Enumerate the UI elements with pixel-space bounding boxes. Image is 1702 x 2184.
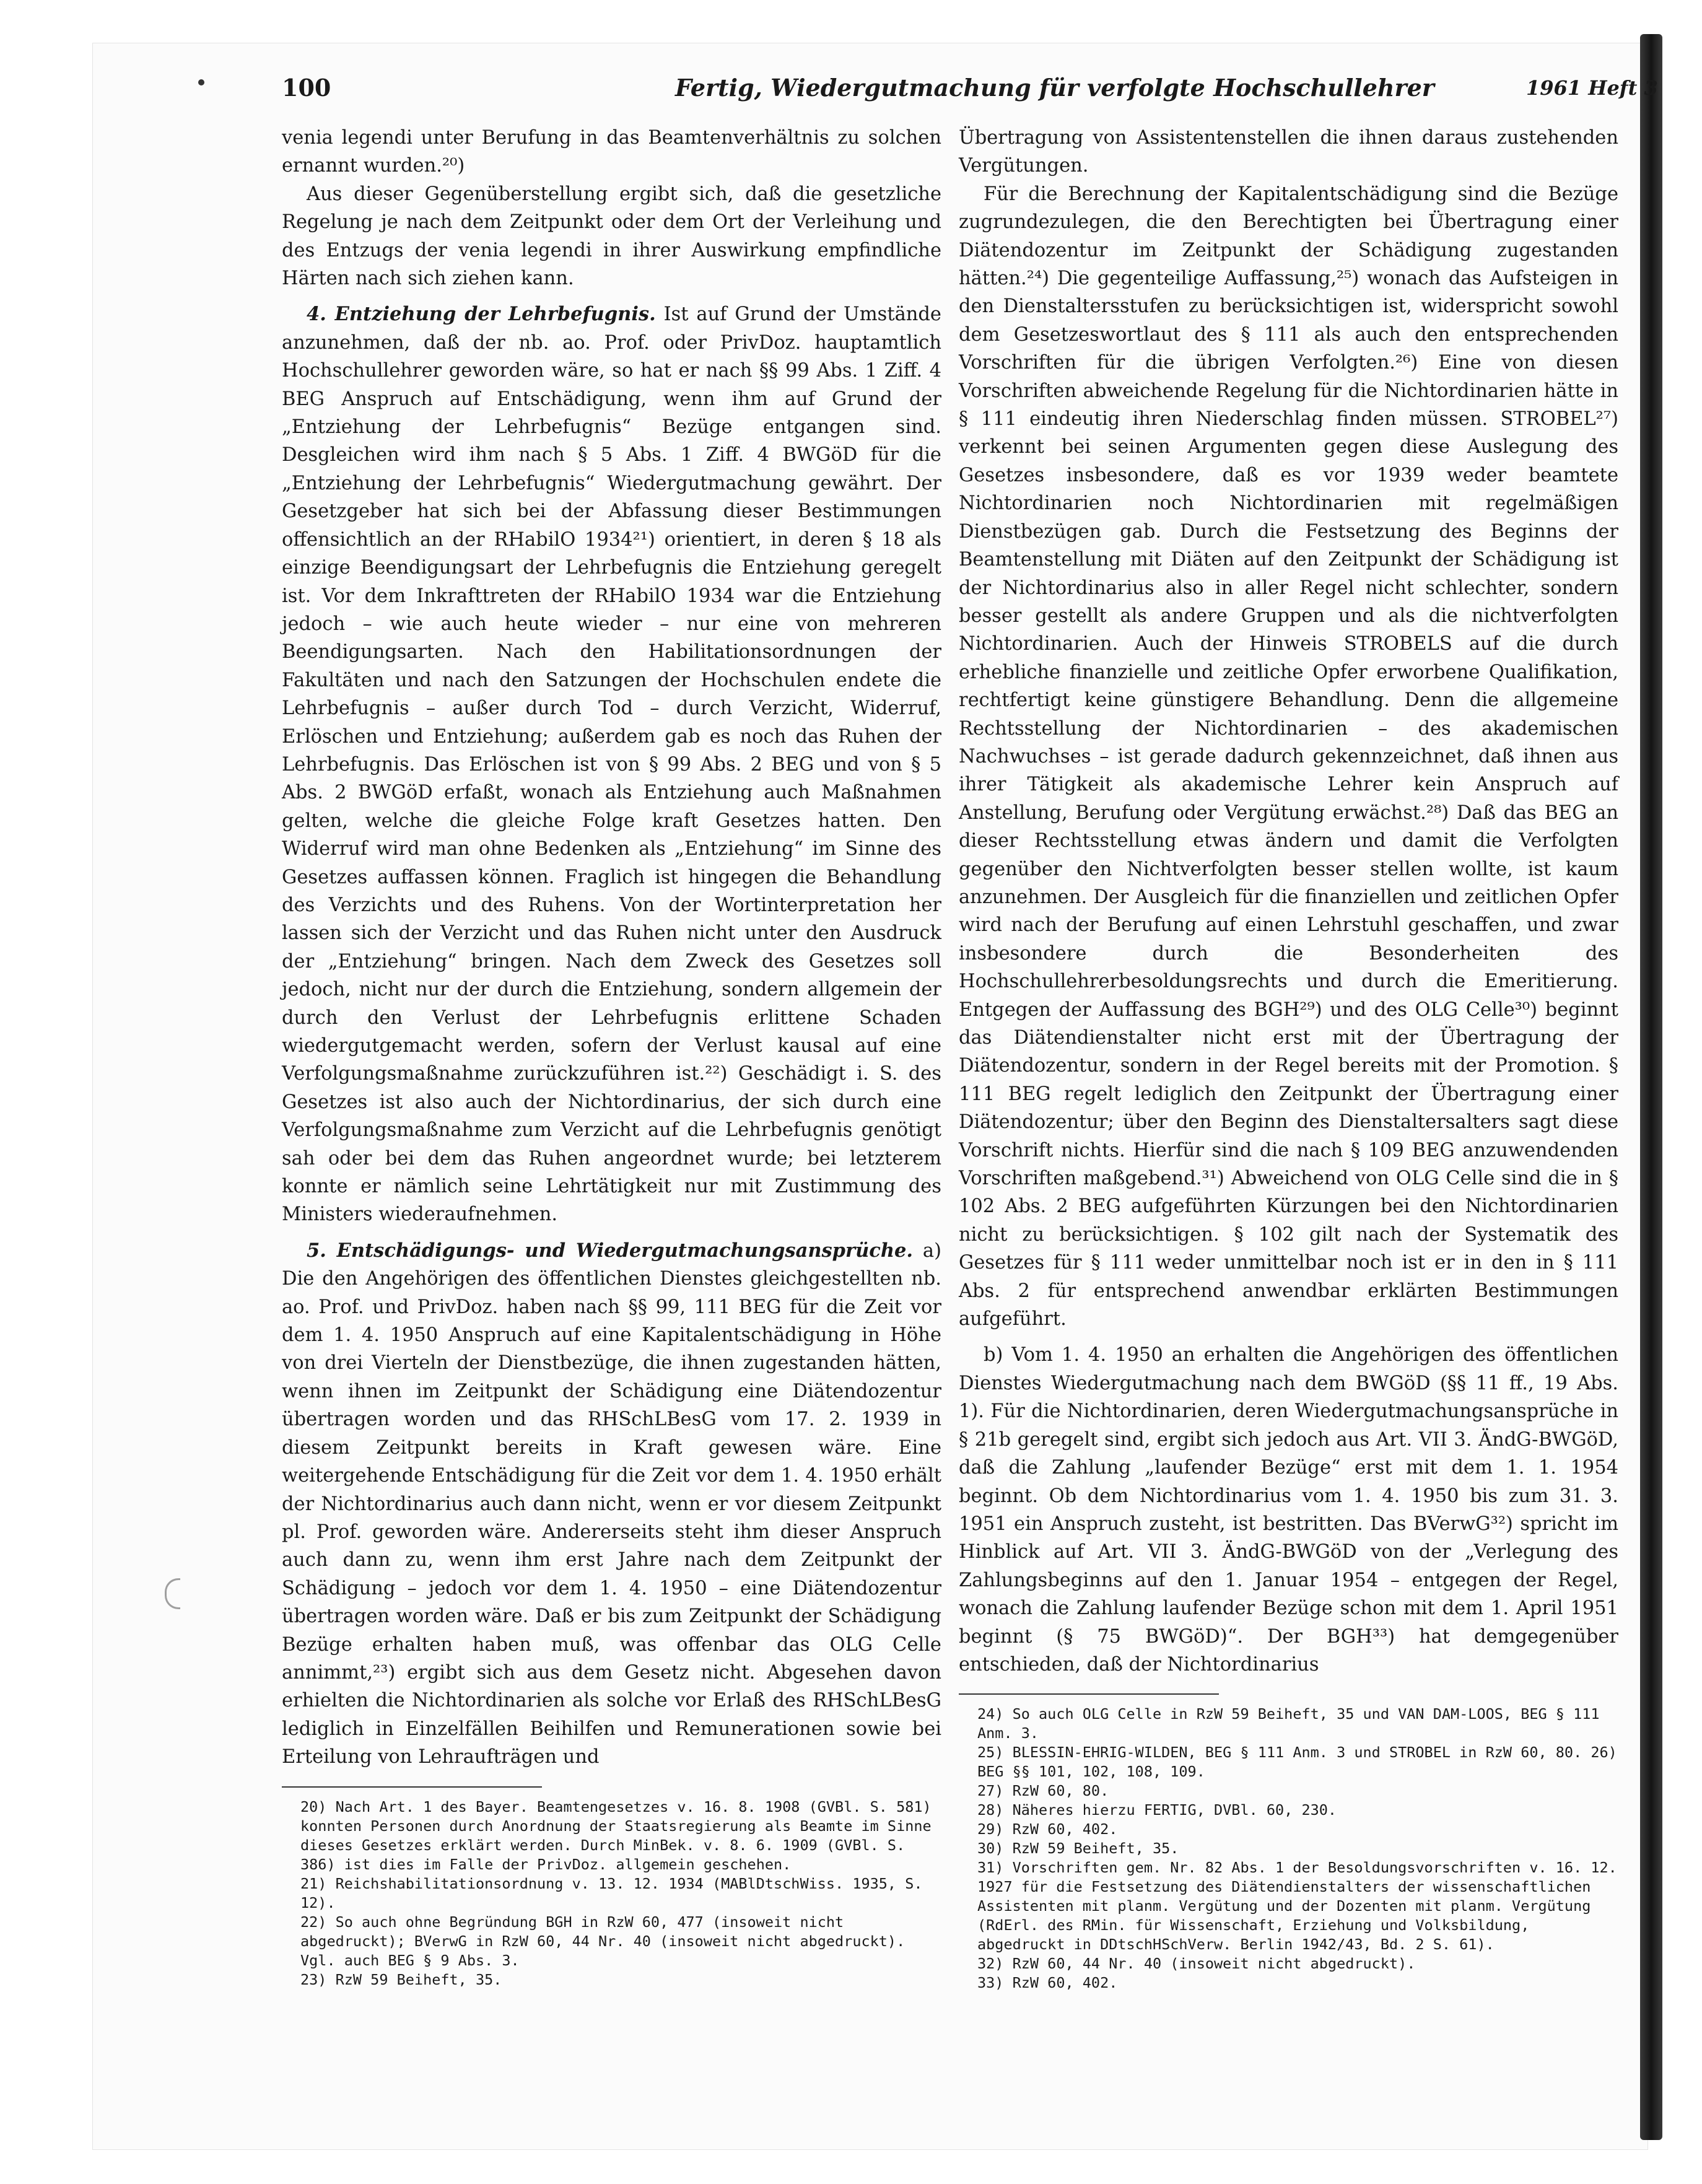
footnote-divider bbox=[959, 1693, 1219, 1695]
footnote: 32) RzW 60, 44 Nr. 40 (insoweit nicht abgedruckt). bbox=[977, 1955, 1416, 1973]
footnote: 30) RzW 59 Beiheft, 35. bbox=[977, 1840, 1179, 1858]
left-column-body bbox=[282, 124, 941, 1771]
paragraph: Übertragung von Assistentenstellen die ihnen daraus zustehenden Vergütungen. bbox=[959, 127, 1618, 177]
paragraph: Für die Berechnung der Kapitalentschädigung sind die Bezüge zugrundezulegen, die den Berechtigten bei Übertragung einer Diätendozentur im Zeitpunkt der Schädigung zugestanden hätten.²⁴) Die gegenteilige Auffassung,²⁵) wonach das Aufsteigen in den Dienstaltersstufen zu berücksichtigen ist, widerspricht sowohl dem Gesetzeswortlaut des § 111 als auch den entsprechenden Vorschriften für die übrigen Verfolgten.²⁶) Eine von diesen Vorschriften abweichende Regelung für die Nichtordinarien hätte in § 111 eindeutig ihren Niederschlag finden müssen. STROBEL²⁷) verkennt bei seinen Argumenten gegen diese Auslegung des Gesetzes insbesondere, daß es vor 1939 weder beamtete Nichtordinarien noch Nichtordinarien mit regelmäßigen Dienstbezügen gab. Durch die Festsetzung des Beginns der Beamtenstellung mit Diäten auf den Zeitpunkt der Schädigung ist der Nichtordinarius also in aller Regel nicht schlechter, sondern besser gestellt als andere Gruppen und als die nichtverfolgten Nichtordinarien. Auch der Hinweis STROBELS auf die durch erhebliche finanzielle und zeitliche Opfer erworbene Qualifikation, rechtfertigt keine günstigere Behandlung. Denn die allgemeine Rechtsstellung der Nichtordinarien – des akademischen Nachwuchses – ist gerade dadurch gekennzeichnet, daß ihnen aus ihrer Tätigkeit als akademische Lehrer kein Anspruch auf Anstellung, Berufung oder Vergütung erwächst.²⁸) Daß das BEG an dieser Rechtsstellung etwas ändern und damit die Verfolgten gegenüber den Nichtverfolgten besser stellen wollte, ist kaum anzunehmen. Der Ausgleich für die finanziellen und zeitlichen Opfer wird nach der Berufung auf einen Lehrstuhl geschaffen, und zwar insbesondere durch die Besonderheiten des Hochschullehrerbesoldungsrechts und durch die Emeritierung. Entgegen der Auffassung des BGH²⁹) und des OLG Celle³⁰) beginnt das Diätendienstalter nicht erst mit der Übertragung der Diätendozentur, sondern in der Regel bereits mit der Promotion. § 111 BEG regelt lediglich den Zeitpunkt der Übertragung einer Diätendozentur; über den Beginn des Dienstaltersalters sagt diese Vorschrift nichts. Hierfür sind die nach § 109 BEG anzuwendenden Vorschriften maßgebend.³¹) Abweichend von OLG Celle sind die in § 102 Abs. 2 BEG aufgeführten Kürzungen bei den Nichtordinarien nicht zu berücksichtigen. § 102 gilt nach der Systematik des Gesetzes für § 111 weder unmittelbar noch ist er in den in § 111 Abs. 2 für entsprechend anwendbar erklärten Bestimmungen aufgeführt. bbox=[959, 183, 1618, 1330]
right-footnotes bbox=[959, 1705, 1618, 1993]
footnote: 27) RzW 60, 80. bbox=[977, 1782, 1109, 1800]
section-heading: 4. Entziehung der Lehrbefugnis. bbox=[307, 303, 656, 326]
footnote: 29) RzW 60, 402. bbox=[977, 1820, 1118, 1838]
footnote: 33) RzW 60, 402. bbox=[977, 1974, 1118, 1992]
footnote-divider bbox=[282, 1786, 542, 1788]
footnote: 20) Nach Art. 1 des Bayer. Beamtengesetzes v. 16. 8. 1908 (GVBl. S. 581) konnten Personen durch Anordnung der Staatsregierung als Beamte im Sinne dieses Gesetzes erklärt werden. Durch MinBek. v. 8. 6. 1909 (GVBl. S. 386) ist dies im Falle der PrivDoz. allgemein geschehen. bbox=[300, 1797, 932, 1873]
paragraph: b) Vom 1. 4. 1950 an erhalten die Angehörigen des öffentlichen Dienstes Wiedergutmachung nach dem BWGöD (§§ 11 ff., 19 Abs. 1). Für die Nichtordinarien, deren Wiedergutmachungsansprüche in § 21b geregelt sind, ergibt sich jedoch aus Art. VII 3. ÄndG-BWGöD, daß die Zahlung „laufender Bezüge“ erst mit dem 1. 1. 1954 beginnt. Ob dem Nichtordinarius vom 1. 4. 1950 bis zum 31. 3. 1951 ein Anspruch zusteht, ist bestritten. Das BVerwG³²) spricht im Hinblick auf Art. VII 3. ÄndG-BWGöD von der „Verlegung des Zahlungsbeginns auf den 1. Januar 1954 – entgegen der Regel, wonach die Zahlung laufender Bezüge schon mit dem 1. April 1951 beginnt (§ 75 BWGöD)“. Der BGH³³) hat demgegenüber entschieden, daß der Nichtordinarius bbox=[959, 1344, 1618, 1675]
left-footnotes bbox=[282, 1797, 941, 1990]
page-edge-shadow bbox=[1640, 34, 1662, 2140]
issue-label: 1961 Heft 3 bbox=[1526, 76, 1658, 100]
left-column bbox=[282, 124, 941, 1990]
running-title: Fertig, Wiedergutmachung für verfolgte Hochschullehrer bbox=[675, 74, 1434, 102]
footnote: 28) Näheres hierzu FERTIG, DVBl. 60, 230. bbox=[977, 1801, 1337, 1819]
right-column-body bbox=[959, 124, 1618, 1679]
footnote: 24) So auch OLG Celle in RzW 59 Beiheft, 35 und VAN DAM-LOOS, BEG § 111 Anm. 3. bbox=[977, 1705, 1600, 1742]
footnote: 25) BLESSIN-EHRIG-WILDEN, BEG § 111 Anm. 3 und STROBEL in RzW 60, 80. 26) BEG §§ 101, 102, 108, 109. bbox=[977, 1744, 1617, 1781]
section-4 bbox=[282, 300, 941, 1228]
footnote: 31) Vorschriften gem. Nr. 82 Abs. 1 der Besoldungsvorschriften v. 16. 12. 1927 für die Festsetzung des Diätendienstalters der wissenschaftlichen Assistenten mit planm. Vergütung und der Dozenten mit planm. Vergütung (RdErl. des RMin. für Wissenschaft, Erziehung und Volksbildung, abgedruckt in DDtschHSchVerw. Berlin 1942/43, Bd. 2 S. 61). bbox=[977, 1859, 1617, 1954]
footnote: 22) So auch ohne Begründung BGH in RzW 60, 477 (insoweit nicht abgedruckt); BVerwG in RzW 60, 44 Nr. 40 (insoweit nicht abgedruckt). Vgl. auch BEG § 9 Abs. 3. bbox=[300, 1913, 906, 1969]
section-5 bbox=[282, 1237, 941, 1771]
paragraph: venia legendi unter Berufung in das Beamtenverhältnis zu solchen ernannt wurden.²⁰) bbox=[282, 127, 941, 177]
section-text: a) Die den Angehörigen des öffentlichen Dienstes gleichgestellten nb. ao. Prof. und PrivDoz. haben nach §§ 99, 111 BEG für die Zeit vor dem 1. 4. 1950 Anspruch auf eine Kapitalentschädigung in Höhe von drei Vierteln der Dienstbezüge, die ihnen zugestanden hätten, wenn ihnen im Zeitpunkt der Schädigung eine Diätendozentur übertragen worden und das RHSchLBesG vom 17. 2. 1939 in diesem Zeitpunkt bereits in Kraft gewesen wäre. Eine weitergehende Entschädigung für die Zeit vor dem 1. 4. 1950 erhält der Nichtordinarius auch dann nicht, wenn er vor diesem Zeitpunkt pl. Prof. geworden wäre. Andererseits steht ihm dieser Anspruch auch dann zu, wenn ihm erst Jahre nach dem Zeitpunkt der Schädigung – jedoch vor dem 1. 4. 1950 – eine Diätendozentur übertragen worden wäre. Daß er bis zum Zeitpunkt der Schädigung Bezüge erhalten haben muß, was offenbar das OLG Celle annimmt,²³) ergibt sich aus dem Gesetz nicht. Abgesehen davon erhielten die Nichtordinarien als solche vor Erlaß des RHSchLBesG lediglich in Einzelfällen Beihilfen und Remunerationen sowie bei Erteilung von Lehraufträgen und bbox=[282, 1239, 941, 1768]
scan-dot-mark bbox=[198, 79, 204, 85]
paragraph: Aus dieser Gegenüberstellung ergibt sich, daß die gesetzliche Regelung je nach dem Zeitpunkt oder dem Ort der Verleihung und des Entzugs der venia legendi in ihrer Auswirkung empfindliche Härten nach sich ziehen kann. bbox=[282, 183, 941, 290]
footnote: 23) RzW 59 Beiheft, 35. bbox=[300, 1970, 502, 1988]
footnote: 21) Reichshabilitationsordnung v. 13. 12. 1934 (MABlDtschWiss. 1935, S. 12). bbox=[300, 1874, 923, 1911]
right-column bbox=[959, 124, 1618, 1993]
page-number: 100 bbox=[282, 74, 331, 102]
section-text: Ist auf Grund der Umstände anzunehmen, daß der nb. ao. Prof. oder PrivDoz. hauptamtlich Hochschullehrer geworden wäre, so hat er nach §§ 99 Abs. 1 Ziff. 4 BEG Anspruch auf Entschädigung, wenn ihm auf Grund der „Entziehung der Lehrbefugnis“ Bezüge entgangen sind. Desgleichen wird ihm nach § 5 Abs. 1 Ziff. 4 BWGöD für die „Entziehung der Lehrbefugnis“ Wiedergutmachung gewährt. Der Gesetzgeber hat sich bei der Abfassung dieser Bestimmungen offensichtlich an der RHabilO 1934²¹) orientiert, in deren § 18 als einzige Beendigungsart der Lehrbefugnis die Entziehung geregelt ist. Vor dem Inkrafttreten der RHabilO 1934 war die Entziehung jedoch – wie auch heute wieder – nur eine von mehreren Beendigungsarten. Nach den Habilitationsordnungen der Fakultäten und nach den Satzungen der Hochschulen endete die Lehrbefugnis – außer durch Tod – durch Verzicht, Widerruf, Erlöschen und Entziehung; außerdem gab es noch das Ruhen der Lehrbefugnis. Das Erlöschen ist von § 99 Abs. 2 BEG und von § 5 Abs. 2 BWGöD erfaßt, wonach als Entziehung auch Maßnahmen gelten, welche die gleiche Folge kraft Gesetzes hatten. Den Widerruf wird man ohne Bedenken als „Entziehung“ im Sinne des Gesetzes auffassen können. Fraglich ist hingegen die Behandlung des Verzichts und des Ruhens. Von der Wortinterpretation her lassen sich der Verzicht und das Ruhen nicht unter den Ausdruck der „Entziehung“ bringen. Nach dem Zweck des Gesetzes soll jedoch, nicht nur der durch die Entziehung, sondern allgemein der durch den Verlust der Lehrbefugnis erlittene Schaden wiedergutgemacht werden, sofern der Verlust kausal auf eine Verfolgungsmaßnahme zurückzuführen ist.²²) Geschädigt i. S. des Gesetzes ist also auch der Nichtordinarius, der sich durch eine Verfolgungsmaßnahme zum Verzicht auf die Lehrbefugnis genötigt sah oder bei dem das Ruhen angeordnet wurde; bei letzterem konnte er nämlich seine Lehrtätigkeit nur mit Zustimmung des Ministers wiederaufnehmen. bbox=[282, 304, 941, 1226]
section-heading: 5. Entschädigungs- und Wiedergutmachungsansprüche. bbox=[307, 1239, 914, 1262]
